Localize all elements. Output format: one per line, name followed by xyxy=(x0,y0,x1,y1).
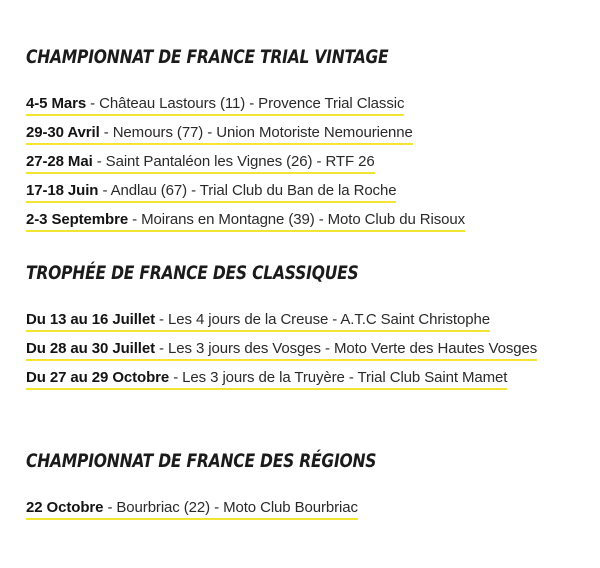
section-classiques xyxy=(26,262,537,397)
section-title: TROPHÉE DE FRANCE DES CLASSIQUES xyxy=(26,262,359,284)
event-date: 17-18 Juin xyxy=(26,182,99,199)
event-date: 4-5 Mars xyxy=(26,95,87,112)
section-regions xyxy=(26,450,453,527)
event-info: - Château Lastours (11) - Provence Trial Classic xyxy=(86,95,405,112)
event-item xyxy=(26,181,396,203)
event-info: - Les 3 jours des Vosges - Moto Verte des Hautes Vosges xyxy=(154,340,538,357)
event-list xyxy=(26,94,468,232)
event-date: 22 Octobre xyxy=(26,499,104,516)
event-item xyxy=(26,210,465,232)
event-info: - Nemours (77) - Union Motoriste Nemourienne xyxy=(99,124,413,141)
event-date: Du 27 au 29 Octobre xyxy=(26,369,170,386)
event-date: 2-3 Septembre xyxy=(26,211,129,228)
event-info: - Saint Pantaléon les Vignes (26) - RTF 26 xyxy=(92,153,375,170)
event-info: - Andlau (67) - Trial Club du Ban de la Roche xyxy=(98,182,397,199)
section-trial-vintage xyxy=(26,46,468,239)
event-info: - Les 3 jours de la Truyère - Trial Club Saint Mamet xyxy=(169,369,508,386)
event-item xyxy=(26,310,490,332)
event-item xyxy=(26,152,375,174)
event-item xyxy=(26,498,358,520)
event-info: - Les 4 jours de la Creuse - A.T.C Saint Christophe xyxy=(154,311,490,328)
event-info: - Moirans en Montagne (39) - Moto Club du Risoux xyxy=(128,211,465,228)
section-title: CHAMPIONNAT DE FRANCE TRIAL VINTAGE xyxy=(26,46,389,68)
event-info: - Bourbriac (22) - Moto Club Bourbriac xyxy=(103,499,358,516)
event-list xyxy=(26,498,453,520)
event-item xyxy=(26,368,507,390)
event-item xyxy=(26,339,537,361)
event-date: Du 28 au 30 Juillet xyxy=(26,340,155,357)
event-item xyxy=(26,123,413,145)
event-date: 27-28 Mai xyxy=(26,153,93,170)
event-date: 29-30 Avril xyxy=(26,124,100,141)
event-date: Du 13 au 16 Juillet xyxy=(26,311,155,328)
event-item xyxy=(26,94,404,116)
event-list xyxy=(26,310,537,390)
section-title: CHAMPIONNAT DE FRANCE DES RÉGIONS xyxy=(26,450,377,472)
